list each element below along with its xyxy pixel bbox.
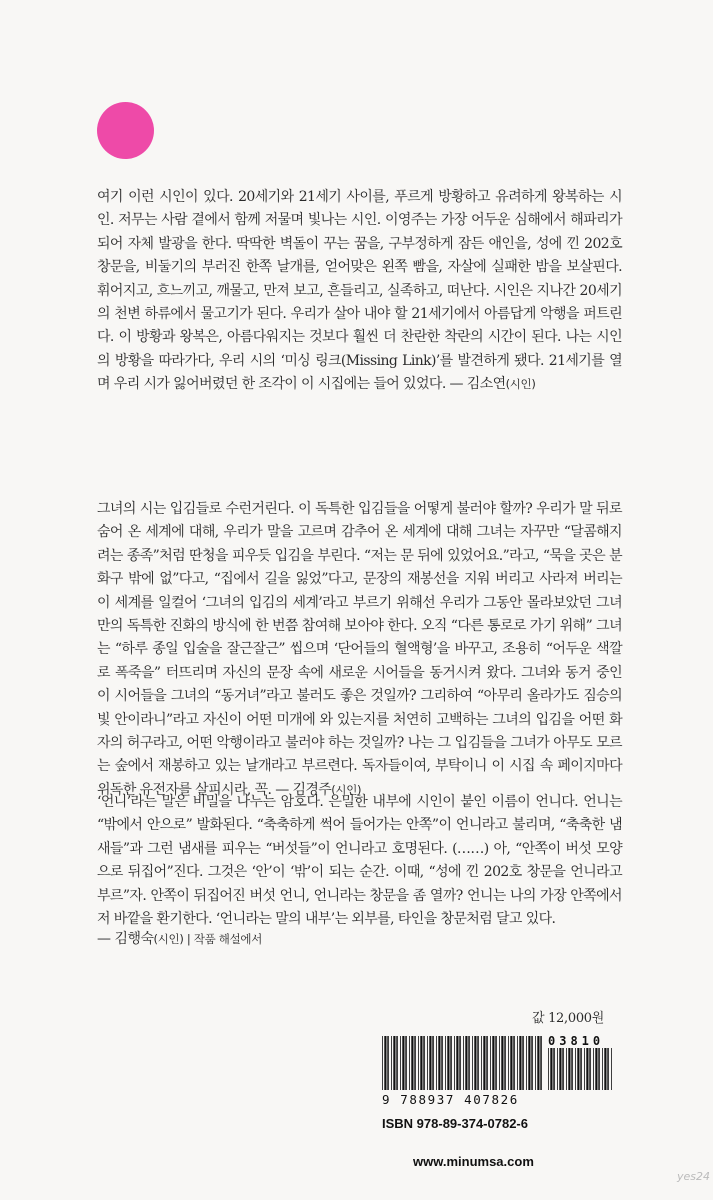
barcode-bar <box>508 1036 509 1090</box>
barcode-bar <box>402 1036 404 1090</box>
barcode-bar <box>492 1036 494 1090</box>
barcode-bar <box>463 1036 464 1090</box>
blurb-2-signature: — 김경주 <box>271 781 332 798</box>
price-label: 값 12,000원 <box>532 1011 605 1026</box>
barcode-bar <box>414 1036 416 1090</box>
barcode-bar <box>522 1036 524 1090</box>
barcode-bar <box>513 1036 515 1090</box>
barcode-bar <box>517 1036 518 1090</box>
barcode-bar <box>557 1048 558 1090</box>
barcode-bar <box>456 1036 458 1090</box>
barcode-bar <box>423 1036 425 1090</box>
blurb-3-role: (시인) <box>153 932 184 946</box>
barcode-bar <box>504 1036 506 1090</box>
barcode-bar <box>559 1048 561 1090</box>
blurb-1-role: (시인) <box>505 377 536 392</box>
barcode-bar <box>468 1036 470 1090</box>
barcode-bar <box>447 1036 449 1090</box>
watermark: yes24 <box>677 1170 711 1183</box>
barcode-bar <box>436 1036 437 1090</box>
barcode-bar <box>575 1048 576 1090</box>
barcode-bar <box>535 1036 536 1090</box>
barcode-bar <box>537 1036 539 1090</box>
barcode-bar <box>531 1036 533 1090</box>
barcode-bar <box>405 1036 407 1090</box>
barcode-bar <box>474 1036 476 1090</box>
blurb-3-text: ‘언니’라는 말은 비밀을 나누는 암호다. 은밀한 내부에 시인이 붙인 이름이 언니다. 언니는 “밖에서 안으로” 발화된다. “축축하게 썩어 들어가는 안쪽”이 언니라고 불리며, “축축한 냄새들”과 그런 냄새를 피우는 “버섯들”이 언니라고 호명된다. (……) 아, “안쪽이 버섯 모양으로 뒤집어”진다. 그것은 ‘안’이 ‘밖’이 되는 순간. 이때, “성에 낀 202호 창문을 언니라고 부르”자. 안쪽이 뒤집어진 버섯 언니, 언니라는 창문을 좀 열까? 언니는 나의 가장 안쪽에서 저 바깥을 환기한다. ‘언니라는 말의 내부’는 외부를, 타인을 창문처럼 달고 있다. <box>97 794 622 928</box>
barcode-bar <box>595 1048 597 1090</box>
barcode-bar <box>393 1036 395 1090</box>
blurb-3-signature: — 김행숙 <box>97 931 154 947</box>
barcode-bar <box>387 1036 389 1090</box>
barcode-bar <box>384 1036 386 1090</box>
barcode-bar <box>420 1036 422 1090</box>
barcode-bar <box>604 1048 606 1090</box>
barcode-bar <box>432 1036 434 1090</box>
barcode-bar <box>459 1036 461 1090</box>
barcode-bar <box>391 1036 392 1090</box>
barcode-bar <box>454 1036 455 1090</box>
blurb-2-text: 그녀의 시는 입김들로 수런거린다. 이 독특한 입김들을 어떻게 불러야 할까? 우리가 말 뒤로 숨어 온 세계에 대해, 우리가 말을 고르며 감추어 온 세계에 대해 그녀는 자꾸만 “달콤해지려는 종족”처럼 딴청을 피우듯 입김을 부린다. “저는 문 뒤에 있었어요.”라고, “묵을 곳은 분화구 밖에 없”다고, “집에서 길을 잃었”다고, 문장의 재봉선을 지워 버리고 사라져 버리는 이 세계를 일컬어 ‘그녀의 입김의 세계’라고 부르기 위해선 우리가 그동안 몰라보았던 그녀만의 독특한 진화의 방식에 한 번쯤 참여해 보아야 한다. 오직 “다른 통로로 가기 위해” 그녀는 “하루 종일 입술을 잘근잘근” 씹으며 ‘단어들의 혈액형’을 바꾸고, 조용히 “어두운 색깔로 폭죽을” 터뜨리며 자신의 문장 속에 새로운 시어들을 동거시켜 왔다. 그녀와 동거 중인 이 시어들을 그녀의 “동거녀”라고 불러도 좋은 것일까? 그리하여 “아무리 올라가도 짐승의 빛 안이라니”라고 자신이 어떤 미개에 와 있는지를 처연히 고백하는 그녀의 입김을 어떤 화자의 허구라고, 어떤 악행이라고 불러야 하는 것일까? 나는 그 입김들을 그녀가 아무도 모르는 숲에서 재봉하고 있는 날개라고 부르련다. 독자들이여, 부탁이니 이 시집 속 페이지마다 위독한 유전자를 살피시라, 꼭. <box>97 501 622 798</box>
barcode-bar <box>501 1036 503 1090</box>
barcode-bar <box>382 1036 383 1090</box>
barcode-bar <box>477 1036 479 1090</box>
ean-digits: 9 788937 407826 <box>382 1092 519 1107</box>
blurb-paragraph-3 <box>97 791 622 931</box>
barcode-bar <box>571 1048 573 1090</box>
barcode-bar <box>562 1048 564 1090</box>
barcode-bar <box>589 1048 591 1090</box>
barcode-bar <box>450 1036 452 1090</box>
barcode-bar <box>602 1048 603 1090</box>
barcode-bar <box>400 1036 401 1090</box>
isbn-barcode <box>382 1036 622 1116</box>
barcode-bar <box>481 1036 482 1090</box>
barcode-bar <box>418 1036 419 1090</box>
barcode-bar <box>409 1036 410 1090</box>
barcode-bar <box>540 1036 542 1090</box>
barcode-bar <box>548 1048 549 1090</box>
barcode-bar <box>472 1036 473 1090</box>
barcode-bar <box>550 1048 552 1090</box>
addon-digits: 03810 <box>548 1034 605 1048</box>
blurb-1-signature: — 김소연 <box>445 376 506 393</box>
pink-dot-logo <box>97 102 154 159</box>
blurb-3-source-note: | 작품 해설에서 <box>183 932 263 946</box>
blurb-1-text: 여기 이런 시인이 있다. 20세기와 21세기 사이를, 푸르게 방황하고 유려하게 왕복하는 시인. 저무는 사람 곁에서 함께 저물며 빛나는 시인. 이영주는 가장 어두운 심해에서 해파리가 되어 자체 발광을 한다. 딱딱한 벽돌이 꾸는 꿈을, 구부정하게 잠든 애인을, 성에 낀 202호 창문을, 비둘기의 부러진 한쪽 날개를, 얻어맞은 왼쪽 빰을, 자살에 실패한 밤을 보살핀다. 휘어지고, 흐느끼고, 깨물고, 만져 보고, 흔들리고, 실족하고, 떠난다. 시인은 지나간 20세기의 천변 하류에서 물고기가 된다. 우리가 살아 내야 할 21세기에서 아름답게 악행을 퍼트린다. 이 방황과 왕복은, 아름다워지는 것보다 훨씬 더 찬란한 착란의 시간이 된다. 나는 시인의 방황을 따라가다, 우리 시의 ‘미싱 링크(Missing Link)’를 발견하게 됐다. 21세기를 열며 우리 시가 잃어버렸던 한 조각이 이 시집에는 들어 있었다. <box>97 189 622 393</box>
barcode-bar <box>580 1048 582 1090</box>
ean-barcode-bars <box>382 1036 542 1090</box>
barcode-bar <box>486 1036 488 1090</box>
barcode-bar <box>607 1048 609 1090</box>
barcode-bar <box>586 1048 588 1090</box>
barcode-bar <box>510 1036 512 1090</box>
barcode-bar <box>429 1036 431 1090</box>
barcode-bar <box>528 1036 530 1090</box>
publisher-website: www.minumsa.com <box>413 1154 534 1169</box>
blurb-paragraph-1 <box>97 186 622 397</box>
barcode-bar <box>593 1048 594 1090</box>
barcode-bar <box>465 1036 467 1090</box>
barcode-bar <box>441 1036 443 1090</box>
barcode-bar <box>411 1036 413 1090</box>
barcode-bar <box>438 1036 440 1090</box>
blurb-2-role: (시인) <box>331 782 362 797</box>
barcode-bar <box>427 1036 428 1090</box>
barcode-bar <box>568 1048 570 1090</box>
barcode-bar <box>445 1036 446 1090</box>
blurb-3-signature-line <box>97 928 262 948</box>
barcode-bar <box>566 1048 567 1090</box>
blurb-paragraph-2 <box>97 498 622 802</box>
barcode-bar <box>495 1036 497 1090</box>
barcode-bar <box>553 1048 555 1090</box>
isbn-text: ISBN 978-89-374-0782-6 <box>382 1116 528 1131</box>
barcode-bar <box>598 1048 600 1090</box>
barcode-bar <box>519 1036 521 1090</box>
barcode-bar <box>584 1048 585 1090</box>
addon-barcode-bars <box>548 1048 612 1090</box>
barcode-bar <box>611 1048 612 1090</box>
barcode-bar <box>396 1036 398 1090</box>
barcode-bar <box>526 1036 527 1090</box>
barcode-bar <box>490 1036 491 1090</box>
barcode-bar <box>577 1048 579 1090</box>
barcode-bar <box>483 1036 485 1090</box>
barcode-bar <box>499 1036 500 1090</box>
